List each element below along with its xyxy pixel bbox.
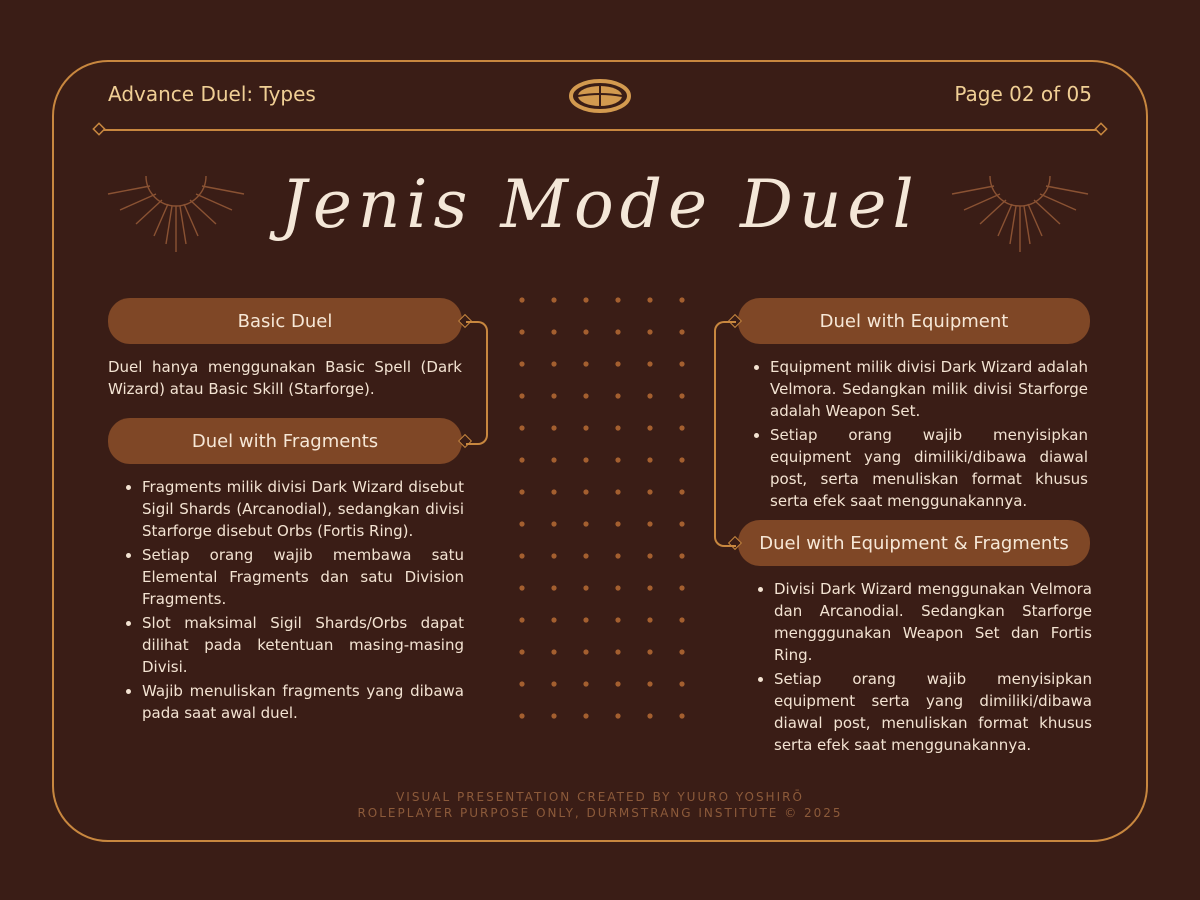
- section-title: Advance Duel: Types: [108, 82, 316, 106]
- list-item: • Setiap orang wajib membawa satu Elemental Fragments dan satu Division Fragments.: [142, 544, 464, 610]
- list-item: • Slot maksimal Sigil Shards/Orbs dapat dilihat pada ketentuan masing-masing Divisi.: [142, 612, 464, 678]
- page-title: Jenis Mode Duel: [280, 166, 920, 243]
- ornament-logo-icon: [568, 76, 632, 116]
- dot-grid-decoration: [514, 292, 690, 732]
- sunburst-icon: [950, 172, 1090, 254]
- list-item: • Setiap orang wajib menyisipkan equipment serta yang dimiliki/dibawa diawal post, menuliskan format khusus serta efek saat menggunakannya.: [774, 668, 1092, 756]
- header-divider: [92, 122, 1108, 138]
- left-connector: [466, 321, 488, 445]
- fragments-heading: Duel with Fragments: [108, 418, 462, 464]
- sunburst-icon: [106, 172, 246, 254]
- list-item: • Wajib menuliskan fragments yang dibawa pada saat awal duel.: [142, 680, 464, 724]
- equipment-list: [748, 356, 1088, 514]
- equipment-fragments-list: [752, 578, 1092, 758]
- basic-duel-text: Duel hanya menggunakan Basic Spell (Dark Wizard) atau Basic Skill (Starforge).: [108, 358, 462, 398]
- list-item: • Setiap orang wajib menyisipkan equipment yang dimiliki/dibawa diawal post, serta menuliskan format khusus serta efek saat menggunakannya.: [770, 424, 1088, 512]
- right-connector: [714, 321, 736, 547]
- fragments-list: [120, 476, 464, 726]
- list-item: • Fragments milik divisi Dark Wizard disebut Sigil Shards (Arcanodial), sedangkan divisi Starforge disebut Orbs (Fortis Ring).: [142, 476, 464, 542]
- basic-duel-heading: Basic Duel: [108, 298, 462, 344]
- list-item: • Equipment milik divisi Dark Wizard adalah Velmora. Sedangkan milik divisi Starforge adalah Weapon Set.: [770, 356, 1088, 422]
- list-item: • Divisi Dark Wizard menggunakan Velmora dan Arcanodial. Sedangkan Starforge mengggunakan Weapon Set dan Fortis Ring.: [774, 578, 1092, 666]
- equipment-heading: Duel with Equipment: [738, 298, 1090, 344]
- footer-copyright: ROLEPLAYER PURPOSE ONLY, DURMSTRANG INSTITUTE © 2025: [357, 806, 843, 820]
- equipment-fragments-heading: Duel with Equipment & Fragments: [738, 520, 1090, 566]
- page-indicator: Page 02 of 05: [954, 82, 1092, 106]
- footer-credit: VISUAL PRESENTATION CREATED BY YUURO YOSHIRŌ: [396, 790, 804, 804]
